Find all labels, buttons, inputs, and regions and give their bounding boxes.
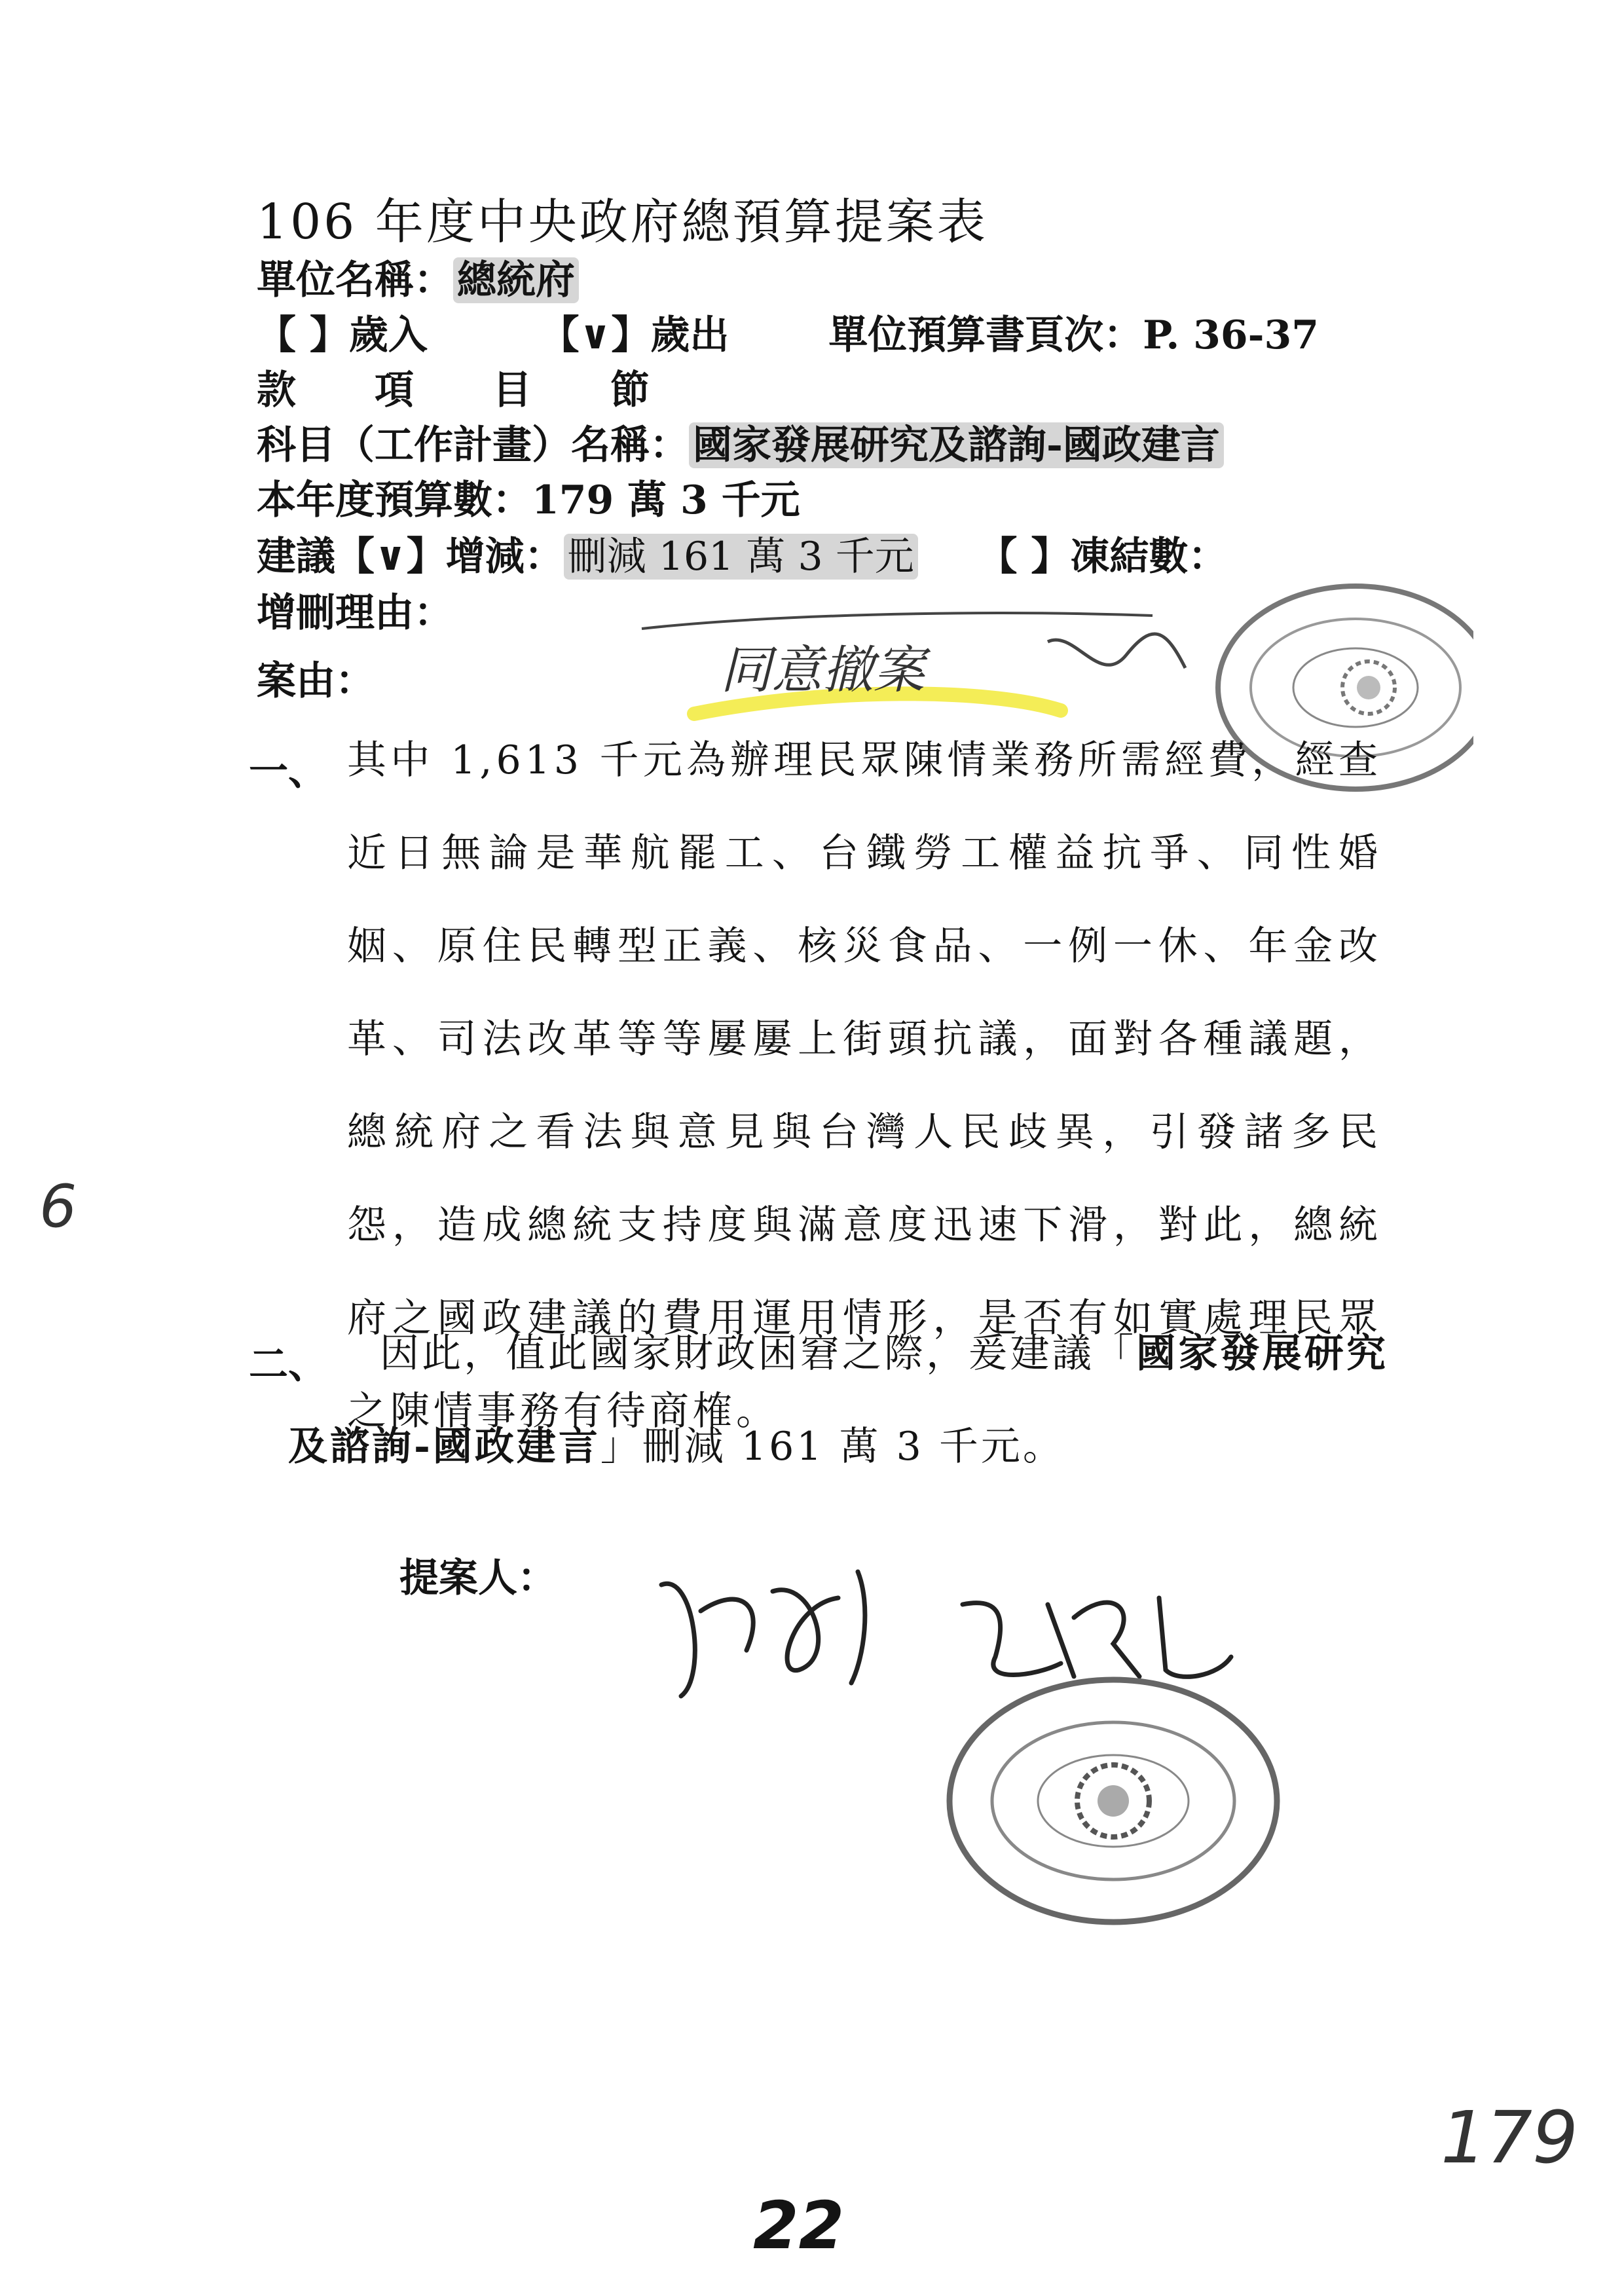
expenditure-checkbox: 【∨】歲出 xyxy=(540,312,729,358)
revenue-checkbox: 【 】歲入 xyxy=(257,312,428,358)
budget-amount: 本年度預算數：179 萬 3 千元 xyxy=(257,477,800,523)
subject-row xyxy=(257,422,1224,468)
proposal-label: 建議【∨】增減： xyxy=(257,534,564,580)
unit-label: 單位名稱： xyxy=(257,257,453,303)
legislative-seal-bottom xyxy=(936,1663,1290,1938)
budget-page-reference: 單位預算書頁次：P. 36-37 xyxy=(828,312,1320,358)
proposal-row xyxy=(257,534,1228,580)
proposer-label: 提案人： xyxy=(399,1555,557,1601)
page-corner-mark: 179 xyxy=(1441,2096,1578,2179)
item-1-text: 其中 1,613 千元為辦理民眾陳情業務所需經費，經查近日無論是華航罷工、台鐵勞工權益抗爭、同性婚姻、原住民轉型正義、核災食品、一例一休、年金改革、司法改革等等屢屢上街頭抗議，面對各種議題，總統府之看法與意見與台灣人民歧異，引發諸多民怨，造成總統支持度與滿意度迅速下滑，對此，總統府之國政建議的費用運用情形，是否有如實處理民眾之陳情事務有待商榷。 xyxy=(347,737,1382,1434)
handwritten-note-text: 同意撤案 xyxy=(720,641,925,700)
reason-label: 增刪理由： xyxy=(257,590,453,636)
item-2-text xyxy=(288,1307,1388,1493)
unit-row xyxy=(257,257,579,303)
item-2-text-b: 」刪減 161 萬 3 千元。 xyxy=(600,1424,1065,1470)
item-2-bold-text: 國家發展研究及諮詢-國政建言 xyxy=(288,1331,1389,1470)
item-1-marker: 一、 xyxy=(249,749,327,794)
item-2-text-a: 因此，值此國家財政困窘之際，爰建議「 xyxy=(380,1331,1137,1377)
margin-mark: 6 xyxy=(39,1172,77,1241)
case-label: 案由： xyxy=(257,658,375,704)
unit-value: 總統府 xyxy=(453,257,579,303)
type-row xyxy=(257,312,1320,358)
freeze-label: 【 】凍結數： xyxy=(978,534,1228,580)
item-2-marker: 二、 xyxy=(249,1342,327,1388)
page-number: 22 xyxy=(753,2187,845,2264)
proposal-value: 刪減 161 萬 3 千元 xyxy=(564,534,918,580)
subject-value: 國家發展研究及諮詢-國政建言 xyxy=(689,422,1224,468)
subject-label: 科目（工作計畫）名稱： xyxy=(257,422,689,468)
classification-row: 款 項 目 節 xyxy=(257,367,650,413)
document-title: 106 年度中央政府總預算提案表 xyxy=(257,194,988,250)
